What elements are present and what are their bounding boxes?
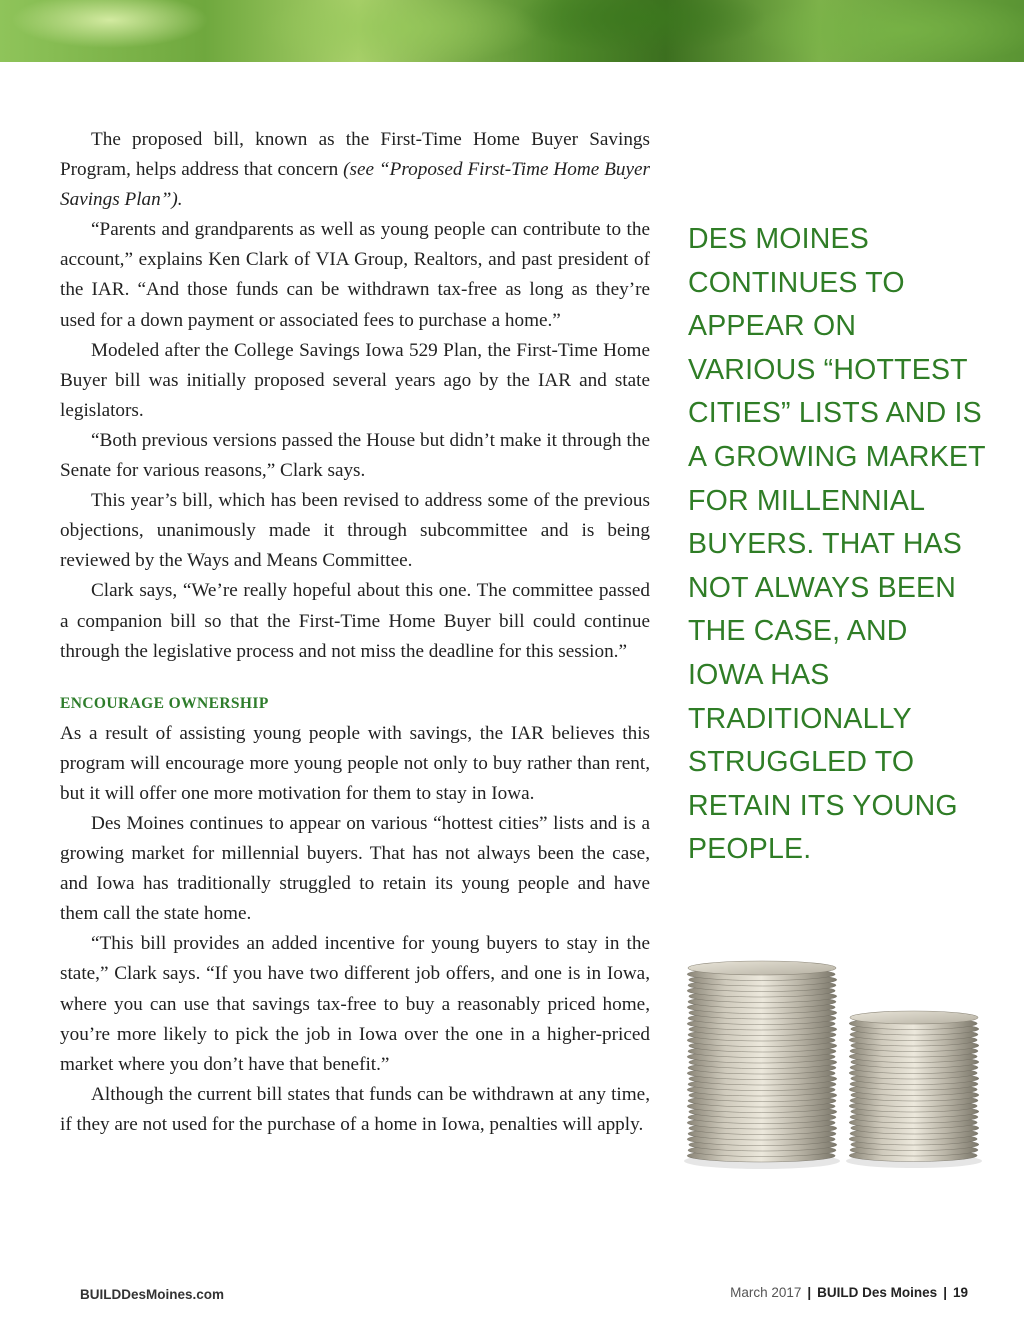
footer-website: BUILDDesMoines.com (80, 1287, 225, 1302)
footer-date: March 2017 (730, 1285, 802, 1300)
paragraph-9: “This bill provides an added incentive for young buyers to stay in the state,” Clark says. “If you have two different job offers, and one is in Iowa, where you can use that savings tax-free to buy a reasonably priced home, you’re more likely to pick the job in Iowa over the one in a higher-priced market where you don’t have that benefit.” (60, 933, 650, 1075)
paragraph-6: Clark says, “We’re really hopeful about this one. The committee passed a companion bill so that the First-Time Home Buyer bill could continue through the legislative process and not miss the deadline for this session.” (60, 580, 650, 662)
sidebar-reference: (see “Proposed First-Time Home Buyer Savings Plan”). (60, 159, 650, 211)
footer-publication-name: BUILD Des Moines (817, 1285, 938, 1300)
paragraph-1: The proposed bill, known as the First-Time Home Buyer Savings Program, helps address that concern (see “Proposed First-Time Home Buyer Savings Plan”). (60, 129, 650, 211)
paragraph-10: Although the current bill states that funds can be withdrawn at any time, if they are not used for the purchase of a home in Iowa, penalties will apply. (60, 1083, 650, 1135)
paragraph-4: “Both previous versions passed the House but didn’t make it through the Senate for various reasons,” Clark says. (60, 429, 650, 482)
header-foliage-banner (0, 0, 1024, 62)
section-heading: ENCOURAGE OWNERSHIP (60, 694, 269, 712)
paragraph-8: Des Moines continues to appear on various “hottest cities” lists and is a growing market for millennial buyers. That has not always been the case, and Iowa has traditionally struggled to retain its young people and have them call the state home. (60, 812, 650, 925)
coin-stacks-image (684, 955, 994, 1170)
footer-publication-info (730, 1285, 968, 1300)
page-number: 19 (952, 1285, 968, 1300)
article-body (60, 125, 650, 1140)
pull-quote: DES MOINES CONTINUES TO APPEAR ON VARIOUS “HOTTEST CITIES” LISTS AND IS A GROWING MARKET FOR MILLENNIAL BUYERS. THAT HAS NOT ALWAYS BEEN THE CASE, AND IOWA HAS TRADITIONALLY STRUGGLED TO RETAIN ITS YOUNG PEOPLE. (688, 223, 986, 866)
footer-separator: | (943, 1285, 947, 1300)
paragraph-2: “Parents and grandparents as well as young people can contribute to the account,” explains Ken Clark of VIA Group, Realtors, and past president of the IAR. “And those funds can be withdrawn tax-free as long as they’re used for a down payment or associated fees to purchase a home.” (60, 219, 650, 331)
footer-separator: | (807, 1285, 812, 1300)
paragraph-7: As a result of assisting young people with savings, the IAR believes this program will encourage more young people not only to buy rather than rent, but it will offer one more motivation for them to stay in Iowa. (60, 722, 650, 804)
paragraph-3: Modeled after the College Savings Iowa 529 Plan, the First-Time Home Buyer bill was initially proposed several years ago by the IAR and state legislators. (60, 339, 650, 421)
paragraph-5: This year’s bill, which has been revised to address some of the previous objections, unanimously made it through subcommittee and is being reviewed by the Ways and Means Committee. (60, 490, 650, 572)
